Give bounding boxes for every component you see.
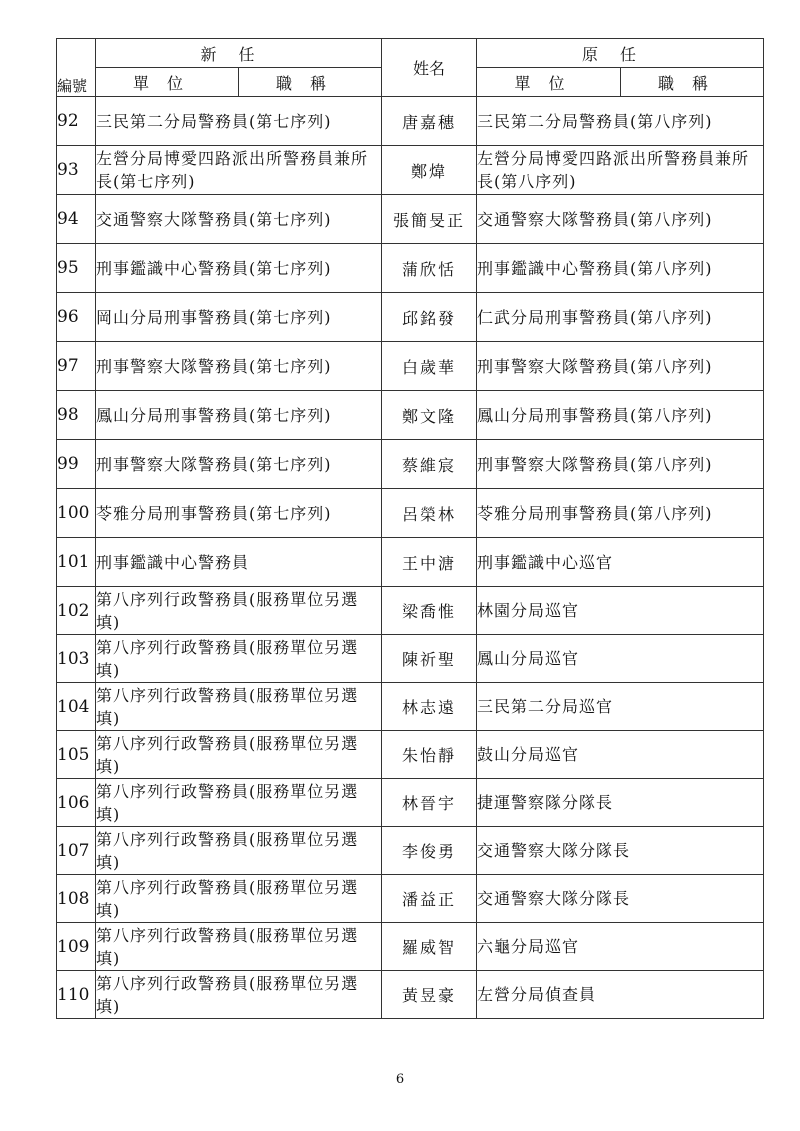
new-post-cell: 第八序列行政警務員(服務單位另選填) — [96, 923, 382, 971]
row-number: 108 — [57, 875, 96, 923]
new-post-cell: 三民第二分局警務員(第七序列) — [96, 97, 382, 146]
person-name: 張簡旻正 — [382, 195, 477, 244]
person-name: 邱銘發 — [382, 293, 477, 342]
previous-post-cell: 鼓山分局巡官 — [477, 731, 764, 779]
table-row — [57, 683, 764, 731]
header-number: 編號 — [57, 39, 96, 97]
row-number: 95 — [57, 244, 96, 293]
table-row — [57, 440, 764, 489]
table-row — [57, 244, 764, 293]
table-row — [57, 342, 764, 391]
row-number: 103 — [57, 635, 96, 683]
person-name: 林晉宇 — [382, 779, 477, 827]
table-row — [57, 293, 764, 342]
table-row — [57, 146, 764, 195]
person-name: 呂榮林 — [382, 489, 477, 538]
table-row — [57, 923, 764, 971]
row-number: 100 — [57, 489, 96, 538]
new-post-cell: 岡山分局刑事警務員(第七序列) — [96, 293, 382, 342]
previous-post-cell: 交通警察大隊分隊長 — [477, 827, 764, 875]
header-prev-title: 職稱 — [621, 68, 764, 97]
person-name: 王中溏 — [382, 538, 477, 587]
table-row — [57, 827, 764, 875]
previous-post-cell: 刑事警察大隊警務員(第八序列) — [477, 440, 764, 489]
previous-post-cell: 鳳山分局巡官 — [477, 635, 764, 683]
previous-post-cell: 交通警察大隊警務員(第八序列) — [477, 195, 764, 244]
new-post-cell: 鳳山分局刑事警務員(第七序列) — [96, 391, 382, 440]
previous-post-cell: 三民第二分局警務員(第八序列) — [477, 97, 764, 146]
person-name: 林志遠 — [382, 683, 477, 731]
row-number: 101 — [57, 538, 96, 587]
person-name: 唐嘉穗 — [382, 97, 477, 146]
previous-post-cell: 交通警察大隊分隊長 — [477, 875, 764, 923]
new-post-cell: 第八序列行政警務員(服務單位另選填) — [96, 731, 382, 779]
row-number: 107 — [57, 827, 96, 875]
new-post-cell: 左營分局博愛四路派出所警務員兼所長(第七序列) — [96, 146, 382, 195]
person-name: 蔡維宸 — [382, 440, 477, 489]
new-post-cell: 第八序列行政警務員(服務單位另選填) — [96, 827, 382, 875]
row-number: 110 — [57, 971, 96, 1019]
person-name: 朱怡靜 — [382, 731, 477, 779]
person-name: 李俊勇 — [382, 827, 477, 875]
previous-post-cell: 苓雅分局刑事警務員(第八序列) — [477, 489, 764, 538]
row-number: 104 — [57, 683, 96, 731]
person-name: 陳祈聖 — [382, 635, 477, 683]
header-new-unit: 單位 — [96, 68, 239, 97]
person-name: 黃昱豪 — [382, 971, 477, 1019]
header-prev-unit: 單位 — [477, 68, 621, 97]
header-new-post: 新任 — [96, 39, 382, 68]
table-row — [57, 587, 764, 635]
new-post-cell: 刑事鑑識中心警務員(第七序列) — [96, 244, 382, 293]
row-number: 96 — [57, 293, 96, 342]
previous-post-cell: 仁武分局刑事警務員(第八序列) — [477, 293, 764, 342]
row-number: 102 — [57, 587, 96, 635]
person-name: 白歲華 — [382, 342, 477, 391]
table-row — [57, 538, 764, 587]
person-name: 梁喬惟 — [382, 587, 477, 635]
new-post-cell: 第八序列行政警務員(服務單位另選填) — [96, 635, 382, 683]
table-row — [57, 391, 764, 440]
new-post-cell: 刑事警察大隊警務員(第七序列) — [96, 342, 382, 391]
table-row — [57, 97, 764, 146]
previous-post-cell: 左營分局偵查員 — [477, 971, 764, 1019]
row-number: 93 — [57, 146, 96, 195]
new-post-cell: 第八序列行政警務員(服務單位另選填) — [96, 587, 382, 635]
person-name: 羅威智 — [382, 923, 477, 971]
new-post-cell: 第八序列行政警務員(服務單位另選填) — [96, 971, 382, 1019]
previous-post-cell: 三民第二分局巡官 — [477, 683, 764, 731]
personnel-table — [56, 38, 764, 1019]
row-number: 106 — [57, 779, 96, 827]
person-name: 潘益正 — [382, 875, 477, 923]
table-row — [57, 635, 764, 683]
row-number: 97 — [57, 342, 96, 391]
page-number: 6 — [395, 1072, 405, 1087]
new-post-cell: 交通警察大隊警務員(第七序列) — [96, 195, 382, 244]
row-number: 109 — [57, 923, 96, 971]
previous-post-cell: 鳳山分局刑事警務員(第八序列) — [477, 391, 764, 440]
person-name: 蒲欣恬 — [382, 244, 477, 293]
new-post-cell: 第八序列行政警務員(服務單位另選填) — [96, 875, 382, 923]
previous-post-cell: 刑事警察大隊警務員(第八序列) — [477, 342, 764, 391]
table-row — [57, 195, 764, 244]
row-number: 99 — [57, 440, 96, 489]
table-row — [57, 731, 764, 779]
new-post-cell: 第八序列行政警務員(服務單位另選填) — [96, 779, 382, 827]
person-name: 鄭文隆 — [382, 391, 477, 440]
previous-post-cell: 刑事鑑識中心巡官 — [477, 538, 764, 587]
row-number: 105 — [57, 731, 96, 779]
table-row — [57, 971, 764, 1019]
new-post-cell: 刑事鑑識中心警務員 — [96, 538, 382, 587]
new-post-cell: 第八序列行政警務員(服務單位另選填) — [96, 683, 382, 731]
previous-post-cell: 林園分局巡官 — [477, 587, 764, 635]
header-name: 姓名 — [382, 39, 477, 97]
new-post-cell: 刑事警察大隊警務員(第七序列) — [96, 440, 382, 489]
row-number: 92 — [57, 97, 96, 146]
person-name: 鄭煒 — [382, 146, 477, 195]
previous-post-cell: 左營分局博愛四路派出所警務員兼所長(第八序列) — [477, 146, 764, 195]
previous-post-cell: 刑事鑑識中心警務員(第八序列) — [477, 244, 764, 293]
row-number: 98 — [57, 391, 96, 440]
table-row — [57, 875, 764, 923]
table-row — [57, 779, 764, 827]
header-new-title: 職稱 — [239, 68, 382, 97]
new-post-cell: 苓雅分局刑事警務員(第七序列) — [96, 489, 382, 538]
previous-post-cell: 六龜分局巡官 — [477, 923, 764, 971]
header-previous-post: 原任 — [477, 39, 764, 68]
table-row — [57, 489, 764, 538]
row-number: 94 — [57, 195, 96, 244]
previous-post-cell: 捷運警察隊分隊長 — [477, 779, 764, 827]
